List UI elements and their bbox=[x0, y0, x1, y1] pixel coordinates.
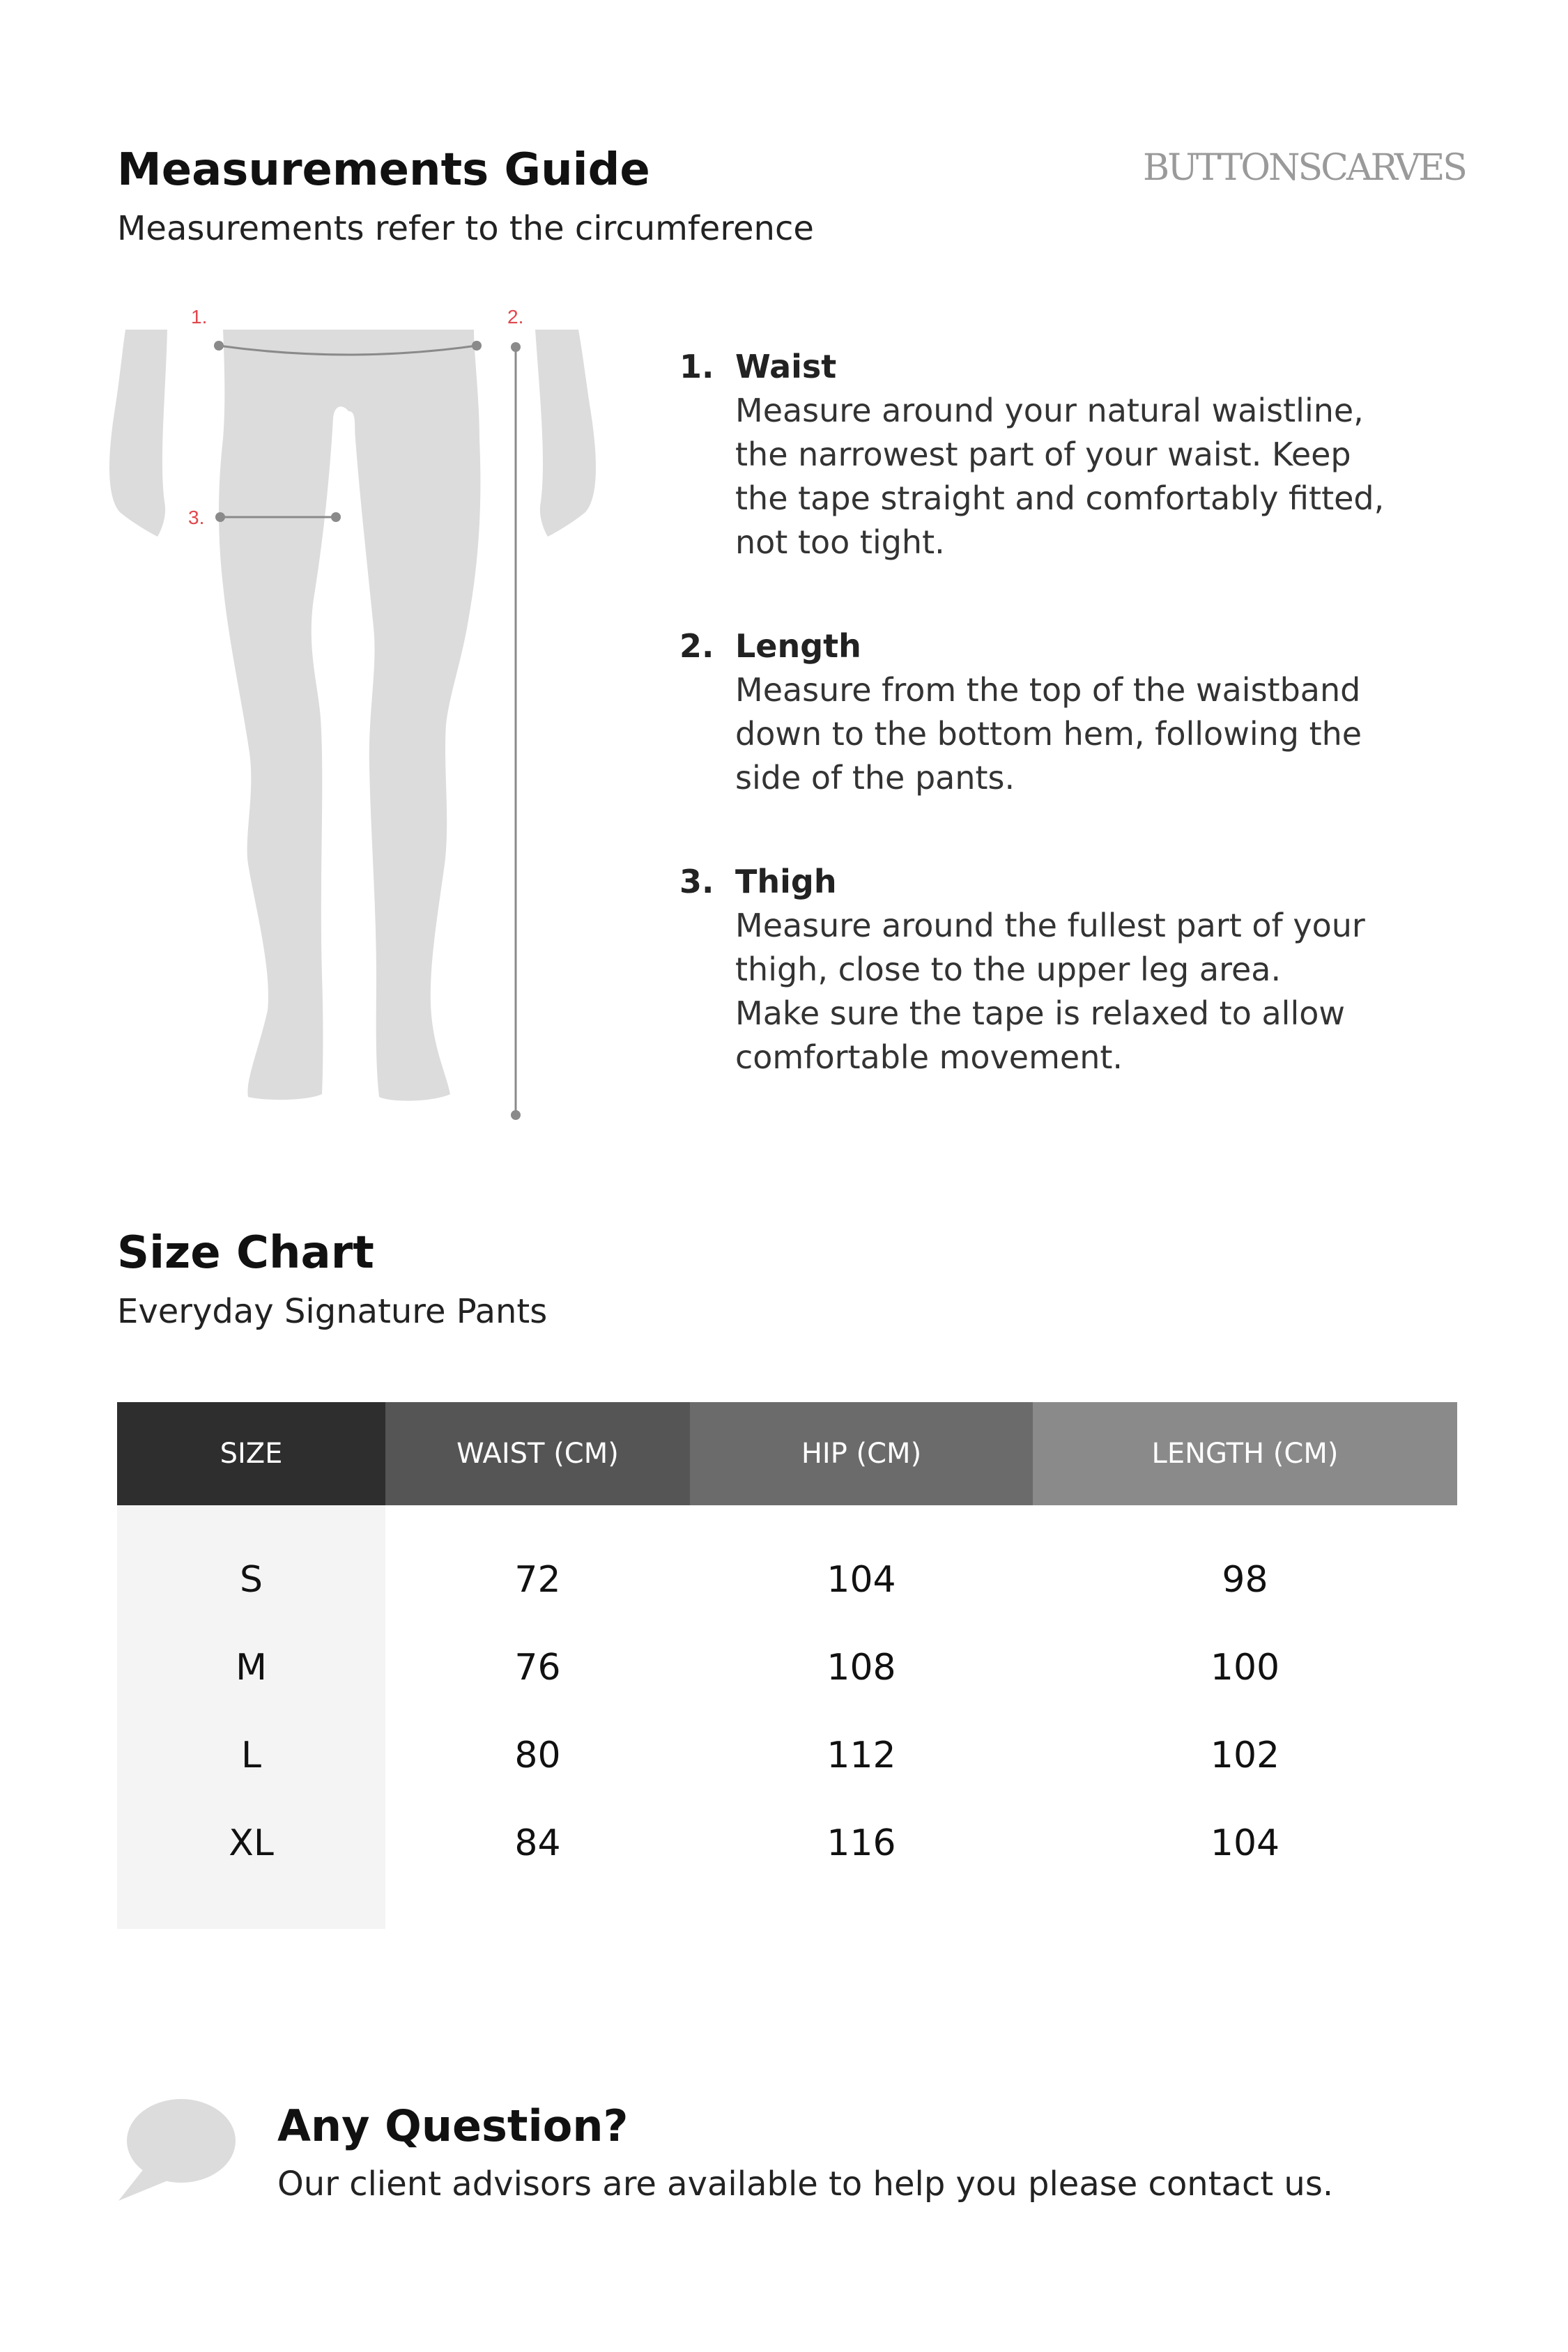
thigh-point-right bbox=[331, 512, 341, 522]
waist-cell: 84 bbox=[514, 1822, 561, 1864]
thigh-marker-label: 3. bbox=[188, 507, 205, 528]
length-cell: 98 bbox=[1222, 1559, 1268, 1601]
hip-cell: 104 bbox=[827, 1559, 896, 1601]
instruction-title: Thigh bbox=[735, 863, 837, 900]
instruction-number: 3. bbox=[679, 863, 714, 900]
column-header-length: LENGTH (CM) bbox=[1033, 1402, 1457, 1505]
waist-marker-label: 1. bbox=[191, 307, 208, 328]
instruction-text: side of the pants. bbox=[735, 759, 1015, 797]
table-row bbox=[117, 1712, 1457, 1799]
instruction-number: 2. bbox=[679, 627, 714, 665]
size-cell: M bbox=[117, 1624, 385, 1712]
hip-cell: 116 bbox=[827, 1822, 896, 1864]
pants-figure-diagram bbox=[98, 307, 613, 1129]
length-marker-label: 2. bbox=[507, 307, 524, 328]
length-cell: 100 bbox=[1210, 1647, 1280, 1689]
instruction-title: Length bbox=[735, 627, 861, 665]
instruction-text: the narrowest part of your waist. Keep bbox=[735, 436, 1351, 473]
instruction-title: Waist bbox=[735, 348, 837, 385]
measurement-instructions bbox=[679, 345, 1488, 1139]
hip-cell: 112 bbox=[827, 1735, 896, 1776]
size-chart-subtitle: Everyday Signature Pants bbox=[117, 1292, 548, 1331]
waist-point-right bbox=[472, 341, 482, 351]
page-subtitle: Measurements refer to the circumference bbox=[117, 209, 814, 248]
size-cell: S bbox=[117, 1505, 385, 1624]
instruction-text: down to the bottom hem, following the bbox=[735, 715, 1362, 753]
column-header-size: SIZE bbox=[117, 1402, 385, 1505]
instruction-item-thigh bbox=[679, 860, 1488, 1079]
instruction-text: Measure around the fullest part of your bbox=[735, 907, 1365, 944]
table-row bbox=[117, 1505, 1457, 1624]
table-row bbox=[117, 1799, 1457, 1929]
brand-logo: BUTTONSCARVES bbox=[1143, 147, 1466, 189]
body-silhouette bbox=[109, 330, 596, 1101]
column-header-waist: WAIST (CM) bbox=[385, 1402, 690, 1505]
instruction-item-waist bbox=[679, 345, 1488, 564]
hip-cell: 108 bbox=[827, 1647, 896, 1689]
page-title: Measurements Guide bbox=[117, 144, 650, 196]
chat-bubble-icon bbox=[117, 2098, 236, 2202]
waist-point-left bbox=[214, 341, 224, 351]
length-cell: 102 bbox=[1210, 1735, 1280, 1776]
instruction-item-length bbox=[679, 624, 1488, 800]
instruction-text: thigh, close to the upper leg area. bbox=[735, 951, 1282, 988]
instruction-number: 1. bbox=[679, 348, 714, 385]
waist-cell: 80 bbox=[514, 1735, 561, 1776]
instruction-text: Measure around your natural waistline, bbox=[735, 392, 1364, 429]
length-cell: 104 bbox=[1210, 1822, 1280, 1864]
instruction-text: the tape straight and comfortably fitted, bbox=[735, 479, 1385, 517]
size-chart-table bbox=[117, 1402, 1457, 1929]
table-header-row bbox=[117, 1402, 1457, 1505]
table-row bbox=[117, 1624, 1457, 1712]
thigh-point-left bbox=[215, 512, 225, 522]
instruction-text: Measure from the top of the waistband bbox=[735, 671, 1361, 709]
length-point-top bbox=[511, 342, 521, 352]
instruction-text: comfortable movement. bbox=[735, 1038, 1123, 1076]
contact-title: Any Question? bbox=[277, 2100, 629, 2151]
length-point-bottom bbox=[511, 1110, 521, 1120]
contact-text: Our client advisors are available to help you please contact us. bbox=[277, 2165, 1334, 2204]
waist-cell: 76 bbox=[514, 1647, 561, 1689]
waist-cell: 72 bbox=[514, 1559, 561, 1601]
instruction-text: Make sure the tape is relaxed to allow bbox=[735, 994, 1345, 1032]
instruction-text: not too tight. bbox=[735, 523, 945, 561]
size-cell: L bbox=[117, 1712, 385, 1799]
size-cell: XL bbox=[117, 1799, 385, 1929]
column-header-hip: HIP (CM) bbox=[690, 1402, 1033, 1505]
size-chart-title: Size Chart bbox=[117, 1227, 374, 1279]
